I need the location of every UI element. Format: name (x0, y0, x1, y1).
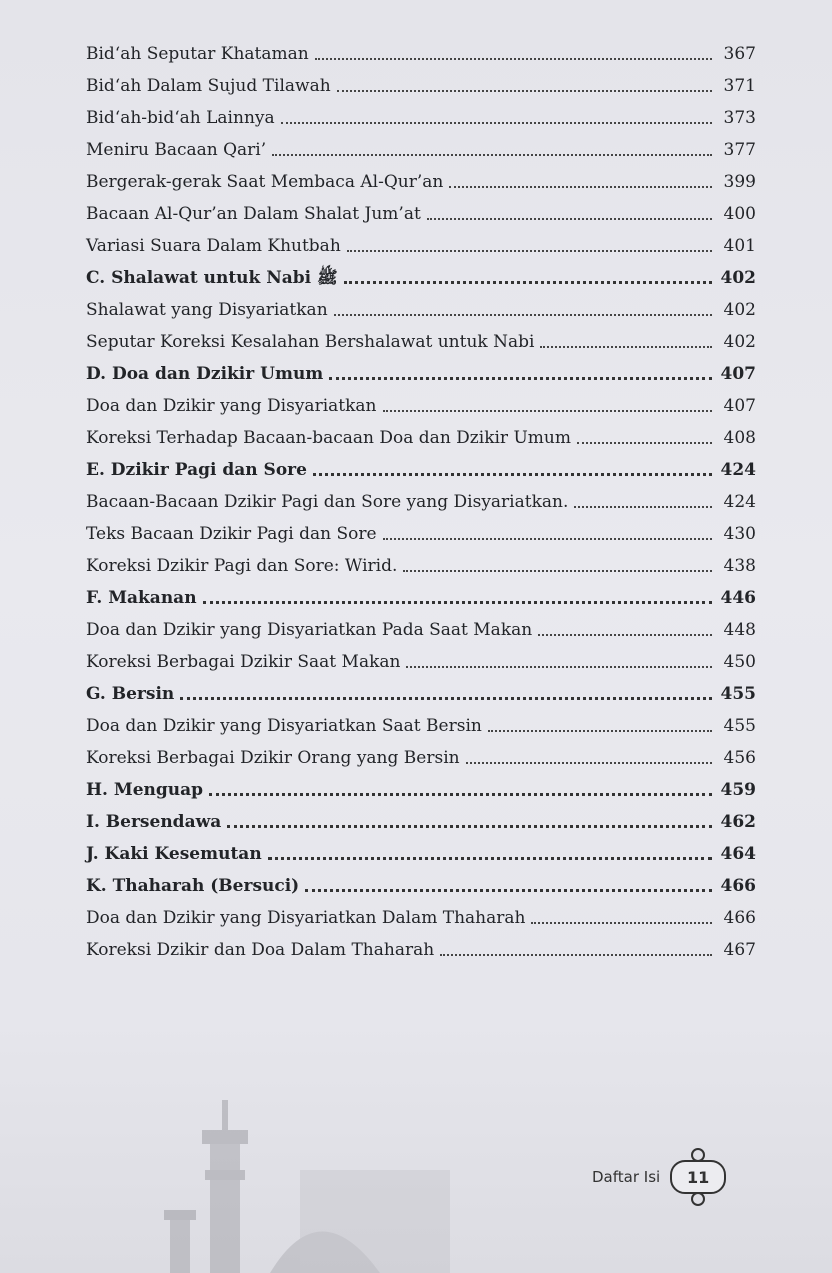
dot-leader (383, 537, 712, 540)
toc-entry-title: E. Dzikir Pagi dan Sore (86, 460, 307, 480)
dot-leader (383, 409, 713, 412)
dot-leader (203, 600, 712, 604)
toc-section-heading (86, 460, 756, 480)
toc-entry-title: Doa dan Dzikir yang Disyariatkan Pada Saat Makan (86, 620, 533, 640)
toc-page-number: 462 (720, 812, 756, 832)
toc-page-number: 401 (723, 236, 756, 256)
dot-leader (272, 153, 712, 156)
toc-entry-title: Doa dan Dzikir yang Disyariatkan Dalam Thaharah (86, 908, 526, 928)
toc-page-number: 448 (723, 620, 756, 640)
toc-entry-title: Teks Bacaan Dzikir Pagi dan Sore (86, 524, 377, 544)
toc-entry (86, 716, 756, 736)
toc-entry (86, 492, 756, 512)
toc-entry-title: Bid‘ah-bid‘ah Lainnya (86, 108, 275, 128)
toc-entry (86, 332, 756, 352)
dot-leader (344, 280, 712, 284)
dot-leader (488, 729, 712, 732)
dot-leader (180, 696, 712, 700)
toc-entry (86, 76, 756, 96)
toc-entry (86, 396, 756, 416)
mosque-illustration (150, 1090, 450, 1273)
toc-page-number: 459 (720, 780, 756, 800)
toc-page-number: 399 (723, 172, 756, 192)
toc-page-number: 402 (720, 268, 756, 288)
dot-leader (305, 888, 712, 892)
toc-page-number: 430 (723, 524, 756, 544)
toc-page-number: 402 (723, 300, 756, 320)
toc-entry-title: Koreksi Berbagai Dzikir Saat Makan (86, 652, 401, 672)
dot-leader (329, 376, 712, 380)
toc-page-number: 464 (720, 844, 756, 864)
dot-leader (347, 249, 712, 252)
toc-entry-title: Koreksi Dzikir Pagi dan Sore: Wirid. (86, 556, 398, 576)
toc-entry-title: Bergerak-gerak Saat Membaca Al-Qur’an (86, 172, 444, 192)
toc-entry-title: F. Makanan (86, 588, 197, 608)
dot-leader (538, 633, 712, 636)
toc-entry-title: Bacaan Al-Qur’an Dalam Shalat Jum’at (86, 204, 421, 224)
toc-page-number: 407 (720, 364, 756, 384)
toc-entry-title: H. Menguap (86, 780, 204, 800)
toc-section-heading (86, 876, 756, 896)
toc-entry-title: D. Doa dan Dzikir Umum (86, 364, 324, 384)
toc-page-number: 408 (723, 428, 756, 448)
toc-page-number: 466 (723, 908, 756, 928)
toc-entry-title: Variasi Suara Dalam Khutbah (86, 236, 341, 256)
toc-entry (86, 44, 756, 64)
toc-page-number: 424 (723, 492, 756, 512)
toc-page-number: 377 (723, 140, 756, 160)
footer-section-label: Daftar Isi (592, 1168, 661, 1186)
table-of-contents (86, 44, 756, 972)
toc-page-number: 402 (723, 332, 756, 352)
dot-leader (449, 185, 712, 188)
toc-entry-title: Doa dan Dzikir yang Disyariatkan (86, 396, 377, 416)
toc-entry-title: C. Shalawat untuk Nabi ﷺ (86, 268, 338, 288)
dot-leader (531, 921, 712, 924)
dot-leader (268, 856, 712, 860)
toc-entry-title: Doa dan Dzikir yang Disyariatkan Saat Bersin (86, 716, 482, 736)
toc-entry (86, 140, 756, 160)
toc-page-number: 455 (723, 716, 756, 736)
dot-leader (403, 569, 712, 572)
toc-entry-title: G. Bersin (86, 684, 175, 704)
dot-leader (334, 313, 712, 316)
toc-section-heading (86, 780, 756, 800)
dot-leader (440, 953, 712, 956)
toc-entry (86, 204, 756, 224)
dot-leader (209, 792, 712, 796)
dot-leader (540, 345, 712, 348)
toc-page-number: 367 (723, 44, 756, 64)
toc-entry-title: Bid‘ah Dalam Sujud Tilawah (86, 76, 331, 96)
toc-page-number: 424 (720, 460, 756, 480)
page-footer (592, 1160, 726, 1194)
toc-entry-title: I. Bersendawa (86, 812, 222, 832)
toc-page-number: 400 (723, 204, 756, 224)
dot-leader (313, 472, 712, 476)
toc-entry (86, 652, 756, 672)
toc-entry (86, 108, 756, 128)
toc-page-number: 373 (723, 108, 756, 128)
toc-page-number: 467 (723, 940, 756, 960)
toc-section-heading (86, 844, 756, 864)
toc-section-heading (86, 268, 756, 288)
page-number-badge: 11 (670, 1160, 726, 1194)
toc-page-number: 438 (723, 556, 756, 576)
toc-page-number: 446 (720, 588, 756, 608)
toc-entry (86, 524, 756, 544)
dot-leader (427, 217, 712, 220)
dot-leader (281, 121, 712, 124)
toc-page-number: 450 (723, 652, 756, 672)
toc-entry-title: K. Thaharah (Bersuci) (86, 876, 300, 896)
dot-leader (315, 57, 712, 60)
dot-leader (406, 665, 712, 668)
toc-section-heading (86, 588, 756, 608)
toc-entry (86, 620, 756, 640)
toc-entry-title: J. Kaki Kesemutan (86, 844, 262, 864)
toc-entry (86, 556, 756, 576)
dot-leader (574, 505, 712, 508)
dot-leader (227, 824, 712, 828)
dot-leader (577, 441, 712, 444)
toc-entry (86, 940, 756, 960)
toc-section-heading (86, 684, 756, 704)
toc-entry (86, 172, 756, 192)
toc-page-number: 407 (723, 396, 756, 416)
toc-entry-title: Koreksi Berbagai Dzikir Orang yang Bersin (86, 748, 460, 768)
toc-entry-title: Bacaan-Bacaan Dzikir Pagi dan Sore yang Disyariatkan. (86, 492, 569, 512)
dot-leader (337, 89, 712, 92)
toc-section-heading (86, 364, 756, 384)
toc-section-heading (86, 812, 756, 832)
toc-entry (86, 428, 756, 448)
toc-page-number: 455 (720, 684, 756, 704)
toc-page-number: 466 (720, 876, 756, 896)
toc-entry-title: Koreksi Dzikir dan Doa Dalam Thaharah (86, 940, 435, 960)
toc-entry (86, 908, 756, 928)
toc-entry-title: Koreksi Terhadap Bacaan-bacaan Doa dan Dzikir Umum (86, 428, 571, 448)
toc-entry-title: Shalawat yang Disyariatkan (86, 300, 328, 320)
toc-entry-title: Meniru Bacaan Qari’ (86, 140, 267, 160)
toc-page-number: 371 (723, 76, 756, 96)
dot-leader (466, 761, 712, 764)
toc-entry-title: Seputar Koreksi Kesalahan Bershalawat untuk Nabi (86, 332, 535, 352)
toc-entry (86, 236, 756, 256)
toc-entry (86, 748, 756, 768)
toc-page-number: 456 (723, 748, 756, 768)
toc-entry (86, 300, 756, 320)
toc-entry-title: Bid‘ah Seputar Khataman (86, 44, 309, 64)
